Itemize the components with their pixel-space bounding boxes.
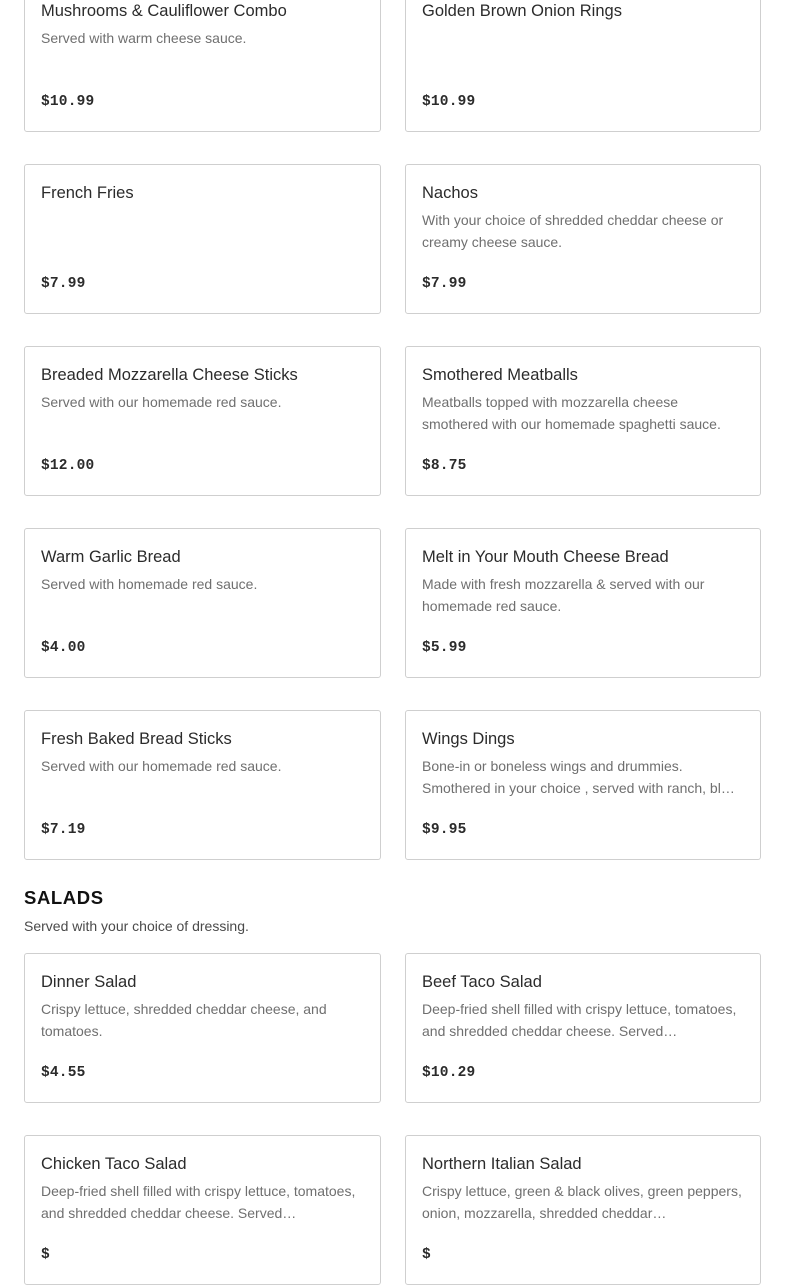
item-price: $ — [422, 1247, 431, 1263]
menu-item-card[interactable] — [24, 0, 381, 132]
menu-item-card[interactable] — [24, 528, 381, 678]
item-price: $4.00 — [41, 640, 86, 656]
item-description: Deep-fried shell filled with crispy lettuce, tomatoes, and shredded cheddar cheese. Served… — [41, 1183, 356, 1221]
item-name: Chicken Taco Salad — [41, 1155, 187, 1173]
menu-item-card[interactable] — [405, 164, 761, 314]
salads-grid — [24, 953, 761, 1285]
appetizers-grid — [24, 0, 761, 860]
item-description: Served with warm cheese sauce. — [41, 30, 247, 46]
menu-item-card[interactable] — [24, 953, 381, 1103]
item-price: $7.99 — [41, 276, 86, 292]
item-price: $7.99 — [422, 276, 467, 292]
item-description: Meatballs topped with mozzarella cheese smothered with our homemade spaghetti sauce. — [422, 394, 721, 432]
item-name: Warm Garlic Bread — [41, 548, 181, 566]
item-name: Melt in Your Mouth Cheese Bread — [422, 548, 669, 566]
item-price: $4.55 — [41, 1065, 86, 1081]
item-price: $5.99 — [422, 640, 467, 656]
item-description: Made with fresh mozzarella & served with our homemade red sauce. — [422, 576, 705, 614]
menu-item-card[interactable] — [405, 528, 761, 678]
item-description: Deep-fried shell filled with crispy lettuce, tomatoes, and shredded cheddar cheese. Served… — [422, 1001, 737, 1039]
item-name: Breaded Mozzarella Cheese Sticks — [41, 366, 298, 384]
item-price: $10.29 — [422, 1065, 476, 1081]
menu-item-card[interactable] — [405, 0, 761, 132]
item-price: $9.95 — [422, 822, 467, 838]
menu-item-card[interactable] — [405, 1135, 761, 1285]
item-price: $7.19 — [41, 822, 86, 838]
item-name: Beef Taco Salad — [422, 973, 542, 991]
item-description: Bone-in or boneless wings and drummies. Smothered in your choice , served with ranch, bl… — [422, 758, 735, 796]
menu-item-card[interactable] — [24, 346, 381, 496]
item-name: Mushrooms & Cauliflower Combo — [41, 2, 287, 20]
item-name: Fresh Baked Bread Sticks — [41, 730, 232, 748]
menu-content — [24, 0, 761, 1285]
item-price: $12.00 — [41, 458, 95, 474]
item-price: $10.99 — [41, 94, 95, 110]
item-name: Smothered Meatballs — [422, 366, 578, 384]
item-price: $10.99 — [422, 94, 476, 110]
item-name: Dinner Salad — [41, 973, 137, 991]
menu-item-card[interactable] — [24, 710, 381, 860]
section-title: SALADS — [24, 887, 104, 908]
item-description: Crispy lettuce, green & black olives, green peppers, onion, mozzarella, shredded cheddar… — [422, 1183, 742, 1221]
item-description: Served with our homemade red sauce. — [41, 394, 282, 410]
menu-item-card[interactable] — [24, 1135, 381, 1285]
item-name: French Fries — [41, 184, 134, 202]
item-description: Crispy lettuce, shredded cheddar cheese, and tomatoes. — [41, 1001, 327, 1039]
item-name: Wings Dings — [422, 730, 515, 748]
menu-item-card[interactable] — [405, 710, 761, 860]
item-name: Nachos — [422, 184, 478, 202]
item-description: Served with our homemade red sauce. — [41, 758, 282, 774]
item-name: Golden Brown Onion Rings — [422, 2, 622, 20]
menu-item-card[interactable] — [24, 164, 381, 314]
item-price: $ — [41, 1247, 50, 1263]
item-description: Served with homemade red sauce. — [41, 576, 258, 592]
section-subtitle: Served with your choice of dressing. — [24, 918, 249, 934]
menu-item-card[interactable] — [405, 953, 761, 1103]
item-description: With your choice of shredded cheddar cheese or creamy cheese sauce. — [422, 212, 724, 250]
item-price: $8.75 — [422, 458, 467, 474]
salads-section-header — [24, 887, 761, 936]
item-name: Northern Italian Salad — [422, 1155, 582, 1173]
menu-item-card[interactable] — [405, 346, 761, 496]
